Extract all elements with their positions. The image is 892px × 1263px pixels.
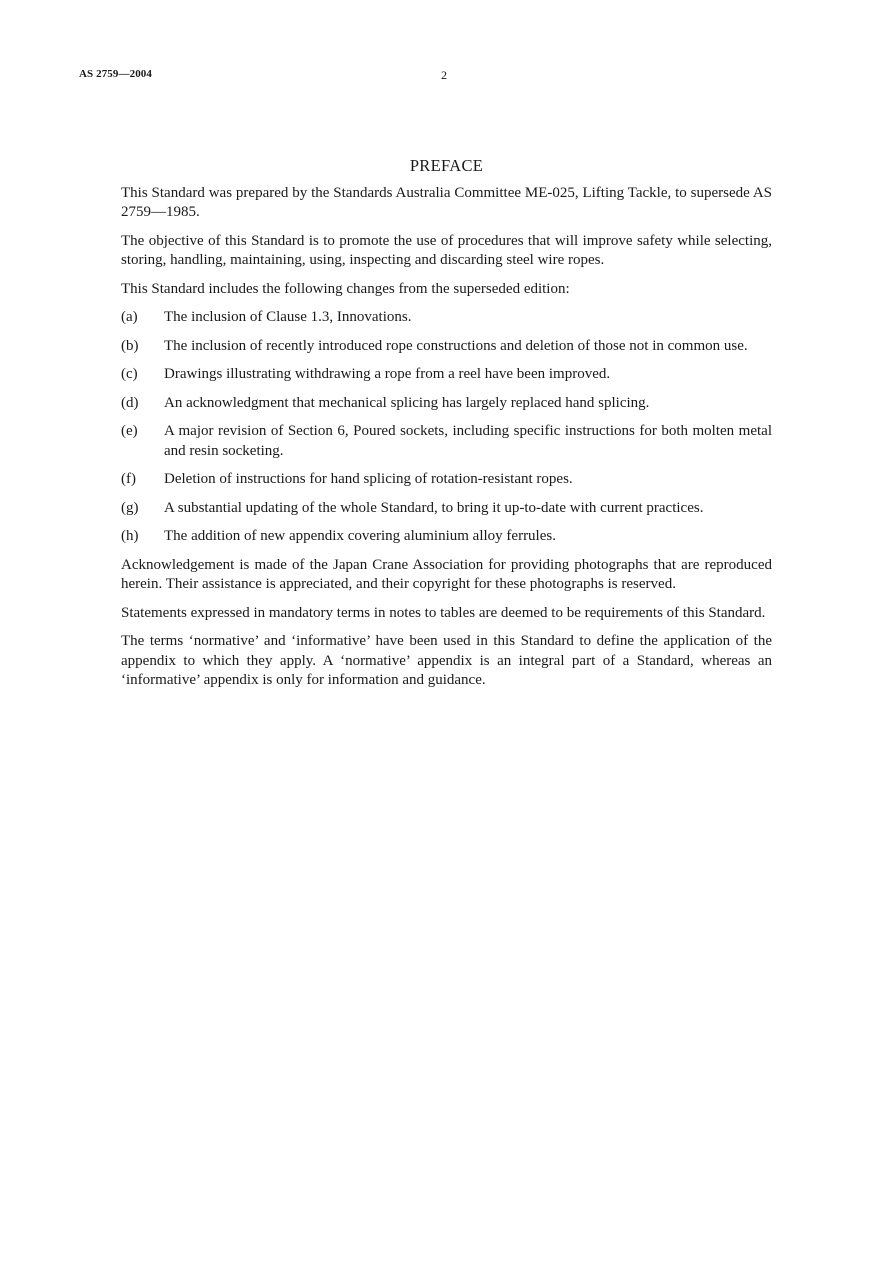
list-item-text: The addition of new appendix covering aluminium alloy ferrules. xyxy=(164,528,556,544)
list-item xyxy=(121,394,772,414)
list-item-text: A substantial updating of the whole Standard, to bring it up-to-date with current practices. xyxy=(164,499,704,516)
preface-title: PREFACE xyxy=(409,156,484,175)
running-head-document-id: AS 2759—2004 xyxy=(79,68,153,80)
list-item-label: (g) xyxy=(121,499,139,516)
changes-list xyxy=(121,308,772,547)
intro-paragraph: The objective of this Standard is to promote the use of procedures that will improve safety while selecting, storing, handling, maintaining, using, inspecting and discarding steel wire ropes. xyxy=(121,232,772,268)
list-item xyxy=(121,308,772,328)
page-number: 2 xyxy=(441,68,447,82)
list-item-text: The inclusion of Clause 1.3, Innovations. xyxy=(164,309,412,325)
list-item-text: A major revision of Section 6, Poured sockets, including specific instructions for both molten metal and resin socketing. xyxy=(164,423,772,459)
list-item-text: The inclusion of recently introduced rope constructions and deletion of those not in common use. xyxy=(164,337,748,354)
list-item-label: (h) xyxy=(121,528,139,544)
list-item-label: (e) xyxy=(121,423,138,439)
list-item xyxy=(121,527,772,547)
list-item-label: (a) xyxy=(121,309,138,325)
normative-informative-paragraph: The terms ‘normative’ and ‘informative’ have been used in this Standard to define the application of the appendix to which they apply. A ‘normative’ appendix is an integral part of a Standard, whereas an ‘informative’ appendix is only for information and guidance. xyxy=(121,633,772,688)
acknowledgement-paragraph: Acknowledgement is made of the Japan Crane Association for providing photographs that are reproduced herein. Their assistance is appreciated, and their copyright for these photographs is reserved. xyxy=(121,556,772,592)
list-item xyxy=(121,499,772,519)
list-item-text: Deletion of instructions for hand splicing of rotation-resistant ropes. xyxy=(164,471,573,487)
list-item-text: An acknowledgment that mechanical splicing has largely replaced hand splicing. xyxy=(164,394,650,411)
list-item-text: Drawings illustrating withdrawing a rope from a reel have been improved. xyxy=(164,366,611,382)
list-item-label: (c) xyxy=(121,366,138,382)
intro-paragraph: This Standard was prepared by the Standards Australia Committee ME-025, Lifting Tackle, to supersede AS 2759—1985. xyxy=(121,184,772,220)
list-item-label: (d) xyxy=(121,394,139,411)
list-item-label: (b) xyxy=(121,337,139,354)
list-item-label: (f) xyxy=(121,471,136,487)
list-item xyxy=(121,422,772,461)
mandatory-terms-paragraph: Statements expressed in mandatory terms in notes to tables are deemed to be requirements of this Standard. xyxy=(121,604,766,621)
list-item xyxy=(121,365,772,385)
list-item xyxy=(121,470,772,490)
preface-section xyxy=(121,156,772,700)
list-item xyxy=(121,337,772,357)
intro-paragraph: This Standard includes the following changes from the superseded edition: xyxy=(121,280,570,297)
